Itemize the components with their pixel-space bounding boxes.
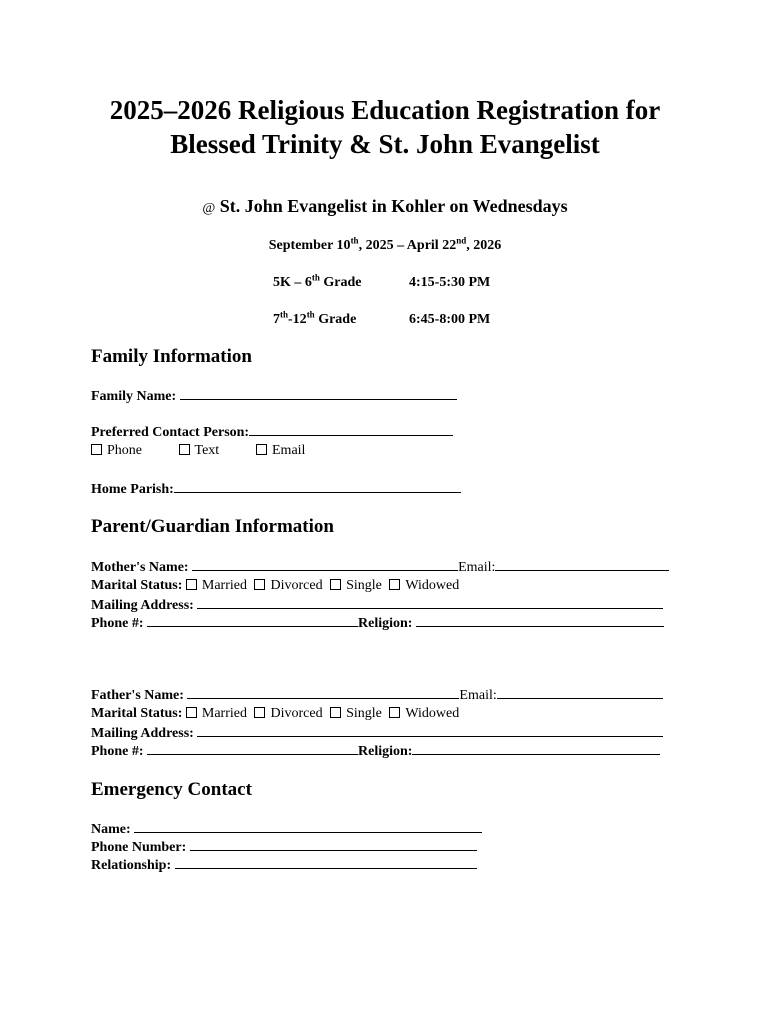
title-line-2: Blessed Trinity & St. John Evangelist — [170, 129, 600, 159]
schedule-grade-2: 7th-12th Grade — [273, 309, 357, 327]
checkbox-icon[interactable] — [254, 579, 265, 590]
father-name-label: Father's Name: — [91, 688, 184, 703]
mother-name-row — [91, 558, 669, 576]
father-marital-married[interactable]: Married — [186, 706, 247, 722]
emergency-phone-row — [91, 838, 477, 856]
father-name-row — [91, 686, 663, 704]
checkbox-icon[interactable] — [186, 707, 197, 718]
schedule-time-2: 6:45-8:00 PM — [409, 312, 491, 327]
mother-phone-label: Phone #: — [91, 616, 144, 631]
mother-religion-field[interactable] — [416, 614, 664, 627]
contact-option-phone[interactable]: Phone — [91, 443, 171, 459]
family-name-field[interactable] — [180, 387, 457, 400]
form-title — [0, 93, 770, 161]
father-address-label: Mailing Address: — [91, 726, 194, 741]
mother-phone-row — [91, 614, 664, 632]
father-religion-label: Religion: — [358, 744, 413, 759]
mother-address-row — [91, 596, 663, 614]
mother-marital-single[interactable]: Single — [330, 578, 382, 594]
contact-option-email[interactable]: Email — [256, 443, 305, 459]
father-email-label: Email: — [459, 688, 497, 703]
mother-religion-label: Religion: — [358, 616, 413, 631]
checkbox-icon[interactable] — [389, 579, 400, 590]
mother-name-label: Mother's Name: — [91, 560, 189, 575]
schedule-time-1: 4:15-5:30 PM — [409, 275, 491, 290]
location-text: St. John Evangelist in Kohler on Wednesdays — [215, 196, 568, 216]
parent-heading: Parent/Guardian Information — [91, 516, 334, 537]
home-parish-field[interactable] — [174, 480, 461, 493]
mother-marital-divorced[interactable]: Divorced — [254, 578, 322, 594]
father-phone-label: Phone #: — [91, 744, 144, 759]
father-religion-field[interactable] — [412, 742, 660, 755]
mother-email-field[interactable] — [495, 558, 669, 571]
father-phone-row — [91, 742, 660, 760]
mother-address-label: Mailing Address: — [91, 598, 194, 613]
emergency-phone-label: Phone Number: — [91, 840, 187, 855]
mother-marital-row — [91, 578, 463, 594]
mother-marital-widowed[interactable]: Widowed — [389, 578, 459, 594]
contact-method-row — [91, 443, 309, 459]
mother-name-field[interactable] — [192, 558, 458, 571]
emergency-relationship-label: Relationship: — [91, 858, 172, 873]
contact-person-row — [91, 423, 453, 441]
emergency-phone-field[interactable] — [190, 838, 477, 851]
father-address-field[interactable] — [197, 724, 663, 737]
schedule-grade-1: 5K – 6th Grade — [273, 272, 362, 290]
checkbox-icon[interactable] — [256, 444, 267, 455]
father-marital-divorced[interactable]: Divorced — [254, 706, 322, 722]
family-name-label: Family Name: — [91, 389, 177, 404]
checkbox-icon[interactable] — [254, 707, 265, 718]
mother-email-label: Email: — [458, 560, 496, 575]
contact-person-label: Preferred Contact Person: — [91, 425, 250, 440]
program-dates: September 10th, 2025 – April 22nd, 2026 — [268, 235, 502, 253]
checkbox-icon[interactable] — [91, 444, 102, 455]
location-line — [0, 196, 770, 217]
father-marital-widowed[interactable]: Widowed — [389, 706, 459, 722]
father-name-field[interactable] — [187, 686, 459, 699]
emergency-name-field[interactable] — [134, 820, 482, 833]
mother-marital-married[interactable]: Married — [186, 578, 247, 594]
title-line-1: 2025–2026 Religious Education Registration for — [109, 95, 661, 125]
emergency-name-label: Name: — [91, 822, 131, 837]
mother-phone-field[interactable] — [147, 614, 358, 627]
father-marital-label: Marital Status: — [91, 706, 183, 721]
father-marital-row — [91, 706, 463, 722]
home-parish-label: Home Parish: — [91, 482, 174, 497]
contact-option-text[interactable]: Text — [179, 443, 249, 459]
emergency-relationship-field[interactable] — [175, 856, 477, 869]
mother-address-field[interactable] — [197, 596, 663, 609]
father-address-row — [91, 724, 663, 742]
father-phone-field[interactable] — [147, 742, 358, 755]
checkbox-icon[interactable] — [179, 444, 190, 455]
checkbox-icon[interactable] — [330, 579, 341, 590]
checkbox-icon[interactable] — [186, 579, 197, 590]
home-parish-row — [91, 480, 461, 498]
mother-marital-label: Marital Status: — [91, 578, 183, 593]
checkbox-icon[interactable] — [330, 707, 341, 718]
emergency-heading: Emergency Contact — [91, 779, 252, 800]
father-email-field[interactable] — [497, 686, 663, 699]
family-name-row — [91, 387, 457, 405]
emergency-relationship-row — [91, 856, 477, 874]
checkbox-icon[interactable] — [389, 707, 400, 718]
contact-person-field[interactable] — [249, 423, 453, 436]
emergency-name-row — [91, 820, 482, 838]
at-symbol: @ — [202, 201, 216, 216]
family-heading: Family Information — [91, 346, 252, 367]
father-marital-single[interactable]: Single — [330, 706, 382, 722]
